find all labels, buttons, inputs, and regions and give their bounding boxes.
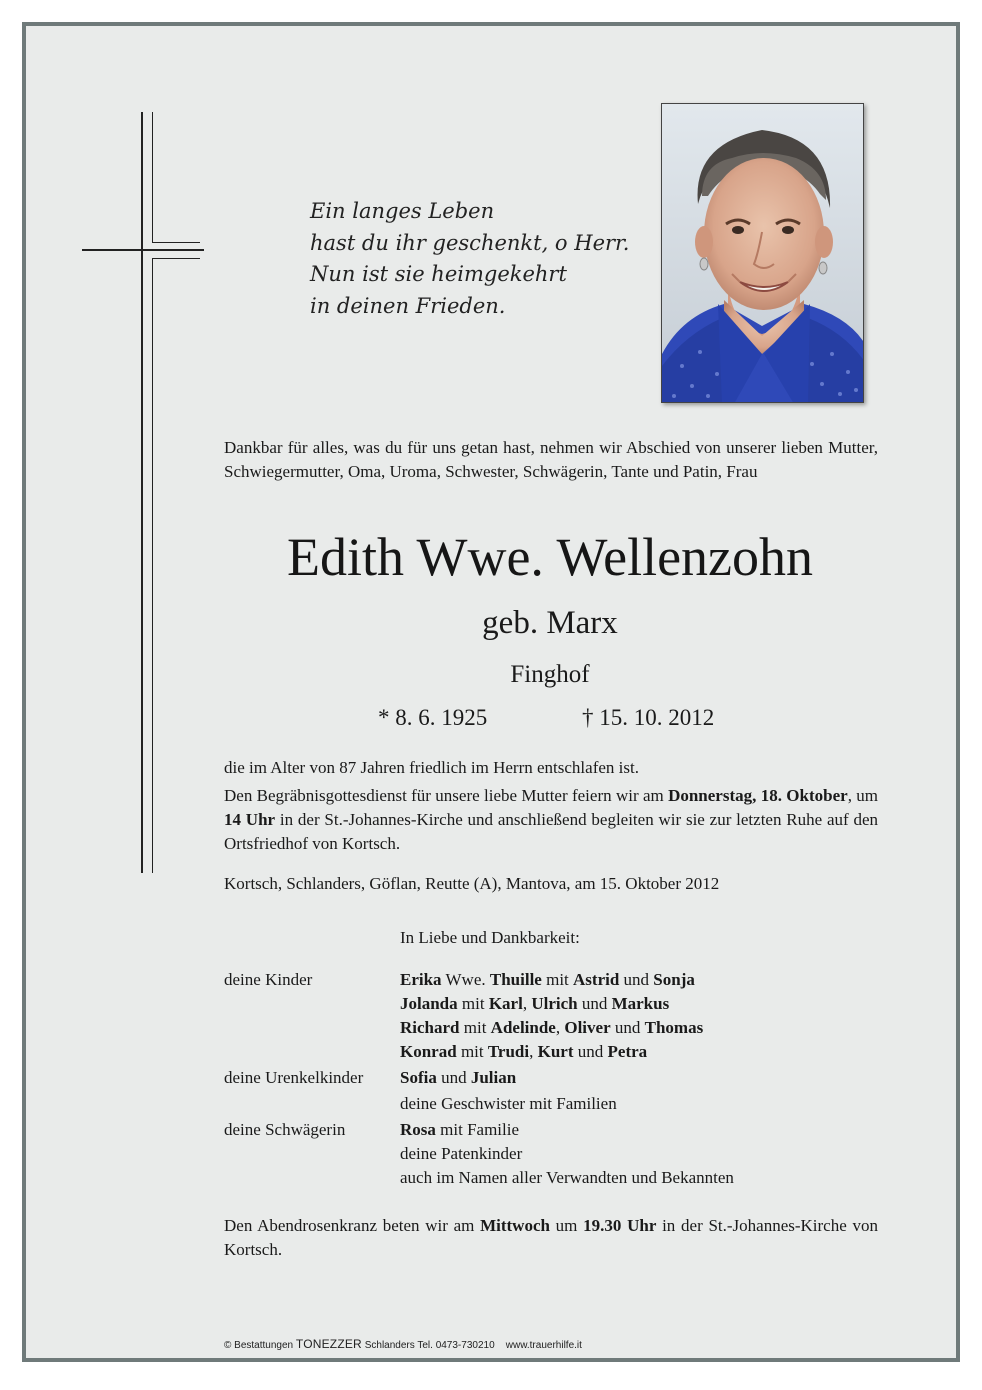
place-date-line: Kortsch, Schlanders, Göflan, Reutte (A), Mantova, am 15. Oktober 2012 [224, 874, 720, 893]
footer: © Bestattungen TONEZZER Schlanders Tel. 0473-730210 www.trauerhilfe.it [224, 1337, 582, 1351]
portrait-image [662, 104, 864, 403]
siblings-line: deine Geschwister mit Familien [400, 1094, 617, 1113]
intro-paragraph: Dankbar für alles, was du für uns getan hast, nehmen wir Abschied von unserer lieben Mutter, Schwiegermutter, Oma, Uroma, Schwester, Schwägerin, Tante und Patin, Frau [224, 438, 878, 481]
godchildren-line: deine Patenkinder [400, 1144, 523, 1163]
death-date: † 15. 10. 2012 [582, 705, 715, 730]
greatgrandchildren-line: Sofia und Julian [400, 1068, 517, 1087]
children-line: Konrad mit Trudi, Kurt und Petra [400, 1042, 648, 1061]
funeral-paragraph: Den Begräbnisgottesdienst für unsere liebe Mutter feiern wir am Donnerstag, 18. Oktober, um 14 Uhr in der St.-Johannes-Kirche und anschließend begleiten wir sie zur letzten Ruhe auf den Ortsfriedhof von Kortsch. [224, 786, 879, 853]
age-line: die im Alter von 87 Jahren friedlich im Herrn entschlafen ist. [224, 758, 639, 777]
label-greatgrandchildren: deine Urenkelkinder [224, 1068, 364, 1087]
portrait-photo [661, 103, 864, 403]
children-line: Jolanda mit Karl, Ulrich und Markus [400, 994, 670, 1013]
verse-line: Ein langes Leben [310, 199, 495, 223]
label-children: deine Kinder [224, 970, 313, 989]
funeral-day: Donnerstag, 18. Oktober [668, 786, 848, 805]
verse-line: hast du ihr geschenkt, o Herr. [310, 230, 630, 255]
funeral-time: 14 Uhr [224, 810, 276, 829]
children-line: Richard mit Adelinde, Oliver und Thomas [400, 1018, 704, 1037]
verse-line: Nun ist sie heimgekehrt [310, 262, 567, 286]
children-line: Erika Wwe. Thuille mit Astrid und Sonja [400, 970, 695, 989]
deceased-name: Edith Wwe. Wellenzohn [286, 527, 814, 587]
relatives-line: auch im Namen aller Verwandten und Bekannten [400, 1168, 734, 1187]
footer-website[interactable]: www.trauerhilfe.it [505, 1340, 582, 1351]
rosary-paragraph: Den Abendrosenkranz beten wir am Mittwoch um 19.30 Uhr in der St.-Johannes-Kirche von Kortsch. [224, 1216, 878, 1259]
rosary-time: 19.30 Uhr [583, 1216, 657, 1235]
rosary-day: Mittwoch [480, 1216, 550, 1235]
verse-line: in deinen Frieden. [310, 293, 506, 318]
birth-date: * 8. 6. 1925 [378, 705, 488, 730]
home-place: Finghof [510, 661, 590, 688]
label-sister-in-law: deine Schwägerin [224, 1120, 346, 1139]
birth-name: geb. Marx [482, 605, 618, 641]
footer-brand: TONEZZER [295, 1337, 362, 1351]
love-line: In Liebe und Dankbarkeit: [400, 928, 580, 947]
sister-in-law-line: Rosa mit Familie [400, 1120, 520, 1139]
verse [310, 196, 630, 322]
